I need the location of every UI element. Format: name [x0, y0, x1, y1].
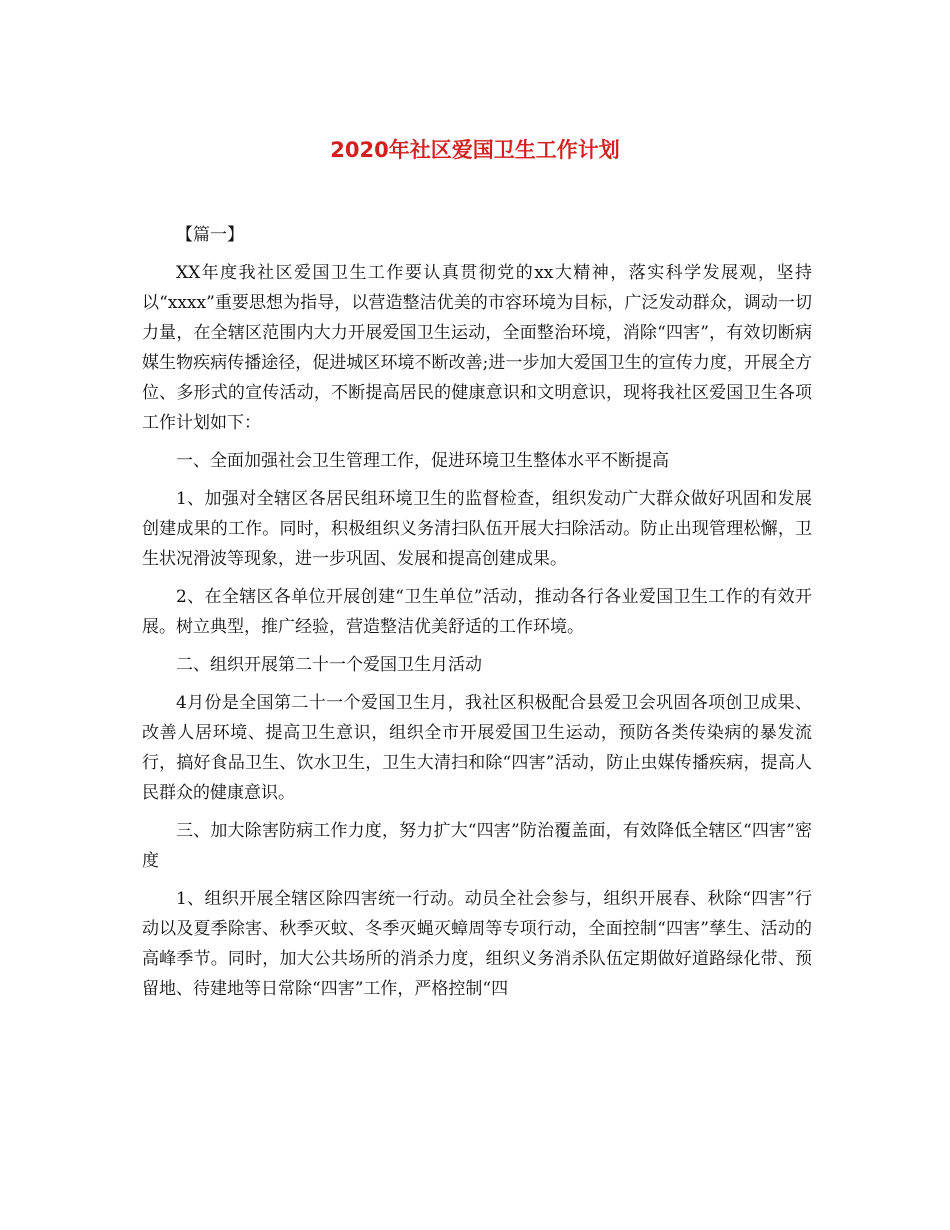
paragraph-1-2: 2、在全辖区各单位开展创建“卫生单位”活动，推动各行各业爱国卫生工作的有效开展。树立典型，推广经验，营造整洁优美舒适的工作环境。: [142, 587, 812, 637]
intro-paragraph: XX年度我社区爱国卫生工作要认真贯彻党的xx大精神，落实科学发展观，坚持以“xxxx”重要思想为指导，以营造整洁优美的市容环境为目标，广泛发动群众，调动一切力量，在全辖区范围内大力开展爱国卫生运动，全面整治环境，消除“四害”，有效切断病媒生物疾病传播途径，促进城区环境不断改善;进一步加大爱国卫生的宣传力度，开展全方位、多形式的宣传活动，不断提高居民的健康意识和文明意识，现将我社区爱国卫生各项工作计划如下：: [142, 263, 812, 433]
paragraph-2: 4月份是全国第二十一个爱国卫生月，我社区积极配合县爱卫会巩固各项创卫成果、改善人居环境、提高卫生意识，组织全市开展爱国卫生运动，预防各类传染病的暴发流行，搞好食品卫生、饮水卫生，卫生大清扫和除“四害”活动，防止虫媒传播疾病，提高人民群众的健康意识。: [142, 693, 812, 803]
section-marker: 【篇一】: [176, 225, 244, 245]
section-heading-2: 二、组织开展第二十一个爱国卫生月活动: [176, 655, 482, 675]
section-heading-1: 一、全面加强社会卫生管理工作，促进环境卫生整体水平不断提高: [176, 451, 669, 471]
document-body: [142, 220, 812, 1012]
document-title: 2020年社区爱国卫生工作计划: [330, 138, 620, 162]
section-heading-3: 三、加大除害防病工作力度，努力扩大“四害”防治覆盖面，有效降低全辖区“四害”密度: [142, 821, 812, 871]
paragraph-1-1: 1、加强对全辖区各居民组环境卫生的监督检查，组织发动广大群众做好巩固和发展创建成果的工作。同时，积极组织义务清扫队伍开展大扫除活动。防止出现管理松懈，卫生状况滑波等现象，进一步巩固、发展和提高创建成果。: [142, 489, 812, 569]
paragraph-3-1: 1、组织开展全辖区除四害统一行动。动员全社会参与，组织开展春、秋除“四害”行动以及夏季除害、秋季灭蚊、冬季灭蝇灭蟑周等专项行动，全面控制“四害”孳生、活动的高峰季节。同时，加大公共场所的消杀力度，组织义务消杀队伍定期做好道路绿化带、预留地、待建地等日常除“四害”工作，严格控制“四: [142, 889, 812, 999]
